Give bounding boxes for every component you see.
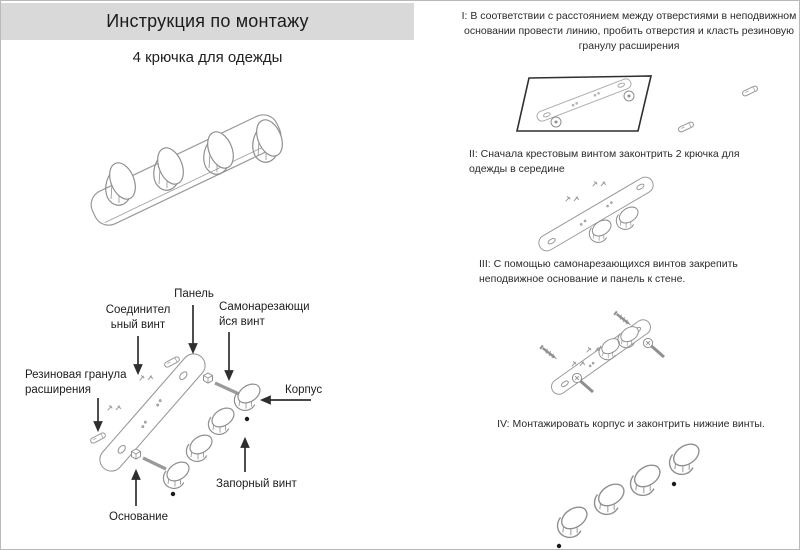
hook (163, 458, 192, 488)
self-tapping-screw (540, 345, 558, 360)
rubber-plug (678, 121, 695, 132)
wall-screw (643, 338, 664, 357)
step-4-text: IV: Монтажировать корпус и законтрить нижние винты. (497, 418, 765, 430)
bolt-shaft (215, 383, 239, 394)
locking-screw-dot (245, 417, 249, 421)
hook (234, 380, 263, 410)
rubber-plug (742, 85, 759, 96)
arrow-to-rubber-plug (95, 398, 102, 430)
part-label-body: Корпус (285, 384, 323, 396)
connecting-screws (138, 371, 153, 385)
self-tapping-screw (614, 311, 632, 326)
drill-hole (551, 117, 561, 127)
hex-nut-base (204, 373, 213, 383)
step-2-text: II: Сначала крестовым винтом законтрить 2 крючка для одежды в середине (469, 148, 740, 175)
part-label-rubber-plug: Резиновая гранула расширения (25, 369, 127, 396)
step-3-text: III: С помощью самонарезающихся винтов закрепить неподвижное основание и панель к стене. (479, 258, 738, 285)
hook (595, 480, 628, 515)
cross-screws (564, 192, 579, 206)
arrow-to-locking-screw (242, 439, 249, 472)
hook (558, 503, 591, 538)
label-arrows (95, 305, 312, 506)
exploded-diagram-drawing (11, 276, 396, 546)
step-1-illustration (501, 65, 766, 141)
part-label-base: Основание (109, 511, 168, 523)
exploded-diagram (11, 276, 396, 546)
bolt-shaft (143, 458, 166, 469)
step-1-text: I: В соответствии с расстоянием между отверстиями в неподвижном основании провести линию, пробить отверстия и класть резиновую гранулу расширения (461, 10, 797, 52)
cross-screws (591, 177, 606, 191)
arrow-to-panel (190, 305, 197, 352)
step-3-illustration (531, 301, 781, 409)
locking-screw-dot (672, 482, 676, 486)
hex-nut-base (132, 449, 141, 459)
part-label-connecting-screw: Соединител ьный винт (105, 304, 171, 331)
connecting-screws (106, 401, 121, 415)
title-bar (1, 3, 414, 40)
locking-screw-dot (171, 492, 175, 496)
arrow-to-body (262, 397, 311, 404)
hook (186, 431, 215, 461)
step-4-illustration (546, 438, 761, 550)
drill-hole (624, 91, 634, 101)
hook (631, 461, 664, 496)
locking-screw-dot (557, 544, 561, 548)
part-label-self-tapping-screw: Самонарезающи йся винт (219, 301, 310, 328)
arrow-to-base (133, 471, 140, 506)
part-label-panel: Панель (174, 288, 214, 300)
hook (670, 440, 703, 475)
hook (208, 404, 237, 434)
arrow-to-self-tapping-screw (226, 332, 233, 379)
assembled-product-illustration (66, 96, 311, 246)
step-2-illustration (491, 173, 716, 255)
page-subtitle: 4 крючка для одежды (132, 49, 283, 66)
part-label-locking-screw: Запорный винт (216, 478, 297, 490)
rubber-plug (90, 432, 107, 444)
page-title: Инструкция по монтажу (106, 11, 309, 31)
